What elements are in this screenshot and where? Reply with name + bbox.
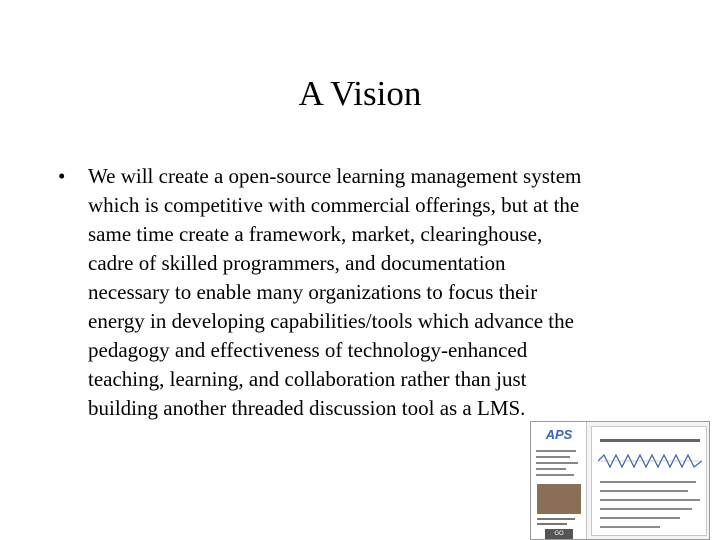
embedded-screenshot-thumbnail xyxy=(530,421,710,540)
thumbnail-content xyxy=(591,426,707,536)
bullet-symbol: • xyxy=(58,164,66,188)
bullet-list xyxy=(58,162,678,423)
slide-title: A Vision xyxy=(298,74,422,113)
thumbnail-body-text xyxy=(600,481,700,535)
bullet-item xyxy=(58,162,678,423)
thumbnail-wave-graphic xyxy=(598,449,702,473)
thumbnail-photo xyxy=(537,484,581,514)
thumbnail-heading xyxy=(600,439,700,442)
thumbnail-button: GO xyxy=(545,529,573,539)
thumbnail-photo-caption xyxy=(537,518,581,528)
thumbnail-sidebar-text xyxy=(536,450,580,480)
bullet-text: We will create a open-source learning management system which is competitive with commercial offerings, but at the same time create a framework, market, clearinghouse, cadre of skilled programmers, and documentation necessary to enable many organizations to focus their energy in developing capabilities/tools which advance the pedagogy and effectiveness of technology-enhanced teaching, learning, and collaboration rather than just building another threaded discussion tool as a LMS. xyxy=(88,164,582,420)
thumbnail-sidebar xyxy=(531,422,587,540)
thumbnail-logo: APS xyxy=(545,427,573,442)
